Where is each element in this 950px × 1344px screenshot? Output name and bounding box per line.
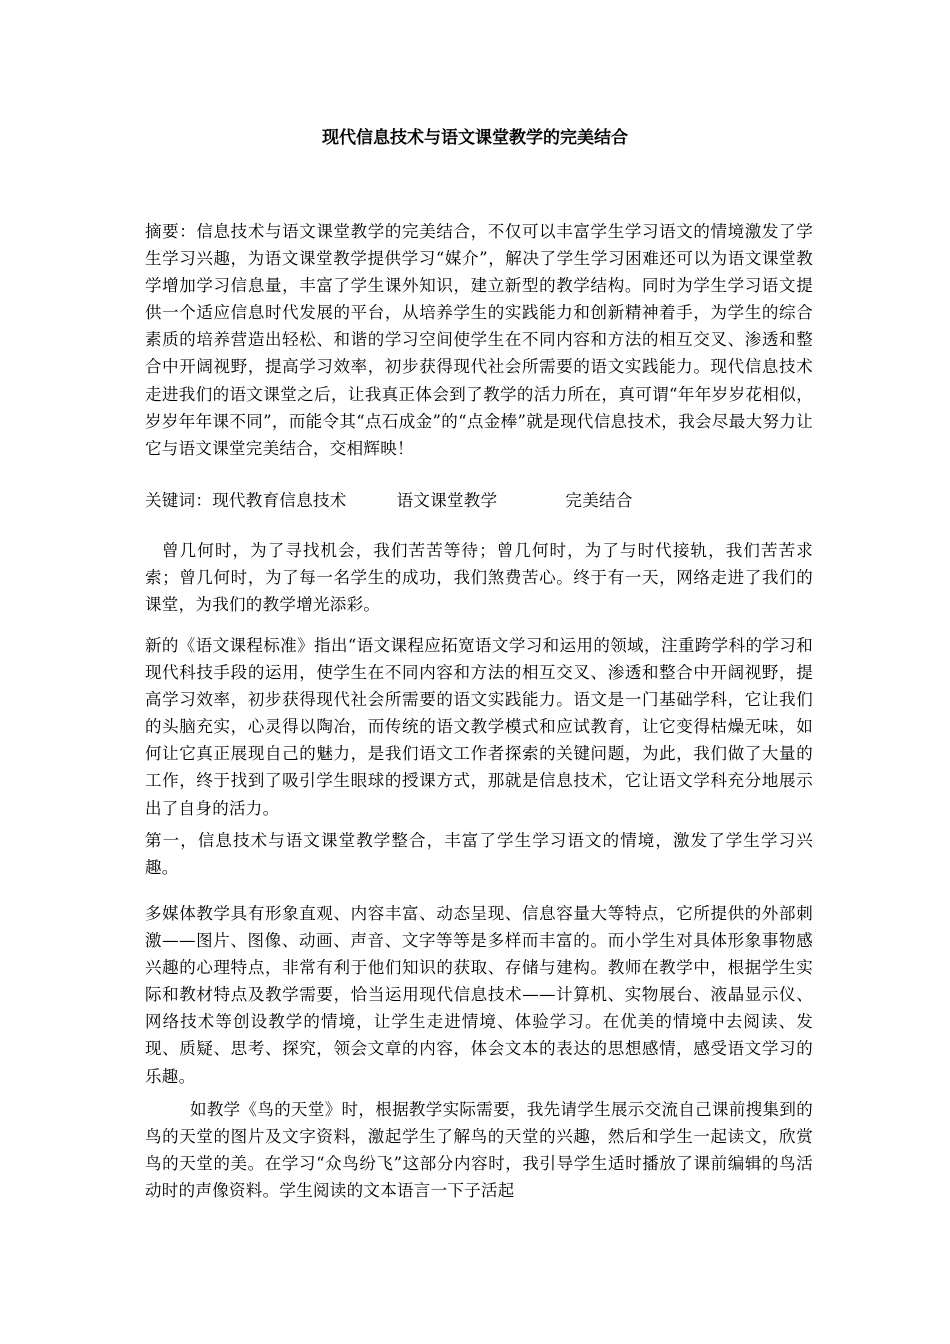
body-paragraph: 曾几何时，为了寻找机会，我们苦苦等待；曾几何时，为了与时代接轨，我们苦苦求索；曾几何时，为了每一名学生的成功，我们煞费苦心。终于有一天，网络走进了我们的课堂，为我们的教学增光添彩。 (145, 541, 813, 615)
keyword-item: 完美结合 (565, 491, 633, 510)
abstract-paragraph: 摘要：信息技术与语文课堂教学的完美结合，不仅可以丰富学生学习语文的情境激发了学生学习兴趣，为语文课堂教学提供学习“媒介”，解决了学生学习困难还可以为语文课堂教学增加学习信息量，丰富了学生课外知识，建立新型的教学结构。同时为学生学习语文提供一个适应信息时代发展的平台，从培养学生的实践能力和创新精神着手，为学生的综合素质的培养营造出轻松、和谐的学习空间使学生在不同内容和方法的相互交叉、渗透和整合中开阔视野，提高学习效率，初步获得现代社会所需要的语文实践能力。现代信息技术走进我们的语文课堂之后，让我真正体会到了教学的活力所在，真可谓“年年岁岁花相似，岁岁年年课不同”，而能令其“点石成金”的“点金棒”就是现代信息技术，我会尽最大努力让它与语文课堂完美结合，交相辉映！ (145, 222, 813, 458)
section-heading-paragraph: 第一，信息技术与语文课堂教学整合，丰富了学生学习语文的情境，激发了学生学习兴趣。 (145, 831, 813, 878)
keyword-item: 现代教育信息技术 (212, 491, 347, 510)
document-title: 现代信息技术与语文课堂教学的完美结合 (322, 128, 628, 148)
keywords-label: 关键词： (145, 491, 213, 510)
keywords-line (145, 487, 813, 515)
body-paragraph: 如教学《鸟的天堂》时，根据教学实际需要，我先请学生展示交流自己课前搜集到的鸟的天堂的图片及文字资料，激起学生了解鸟的天堂的兴趣，然后和学生一起读文，欣赏鸟的天堂的美。在学习“众鸟纷飞”这部分内容时，我引导学生适时播放了课前编辑的鸟活动时的声像资料。学生阅读的文本语言一下子活起 (145, 1100, 813, 1201)
keyword-item: 语文课堂教学 (396, 491, 498, 510)
body-paragraph: 新的《语文课程标准》指出“语文课程应拓宽语文学习和运用的领域，注重跨学科的学习和现代科技手段的运用，使学生在不同内容和方法的相互交叉、渗透和整合中开阔视野，提高学习效率，初步获得现代社会所需要的语文实践能力。语文是一门基础学科，它让我们的头脑充实，心灵得以陶冶，而传统的语文教学模式和应试教育，让它变得枯燥无味，如何让它真正展现自己的魅力，是我们语文工作者探索的关键问题，为此，我们做了大量的工作，终于找到了吸引学生眼球的授课方式，那就是信息技术，它让语文学科充分地展示出了自身的活力。 (145, 636, 813, 818)
body-paragraph: 多媒体教学具有形象直观、内容丰富、动态呈现、信息容量大等特点，它所提供的外部刺激——图片、图像、动画、声音、文字等等是多样而丰富的。而小学生对具体形象事物感兴趣的心理特点，非常有利于他们知识的获取、存储与建构。教师在教学中，根据学生实际和教材特点及教学需要，恰当运用现代信息技术——计算机、实物展台、液晶显示仪、网络技术等创设教学的情境，让学生走进情境、体验学习。在优美的情境中去阅读、发现、质疑、思考、探究，领会文章的内容，体会文本的表达的思想感情，感受语文学习的乐趣。 (145, 904, 813, 1086)
